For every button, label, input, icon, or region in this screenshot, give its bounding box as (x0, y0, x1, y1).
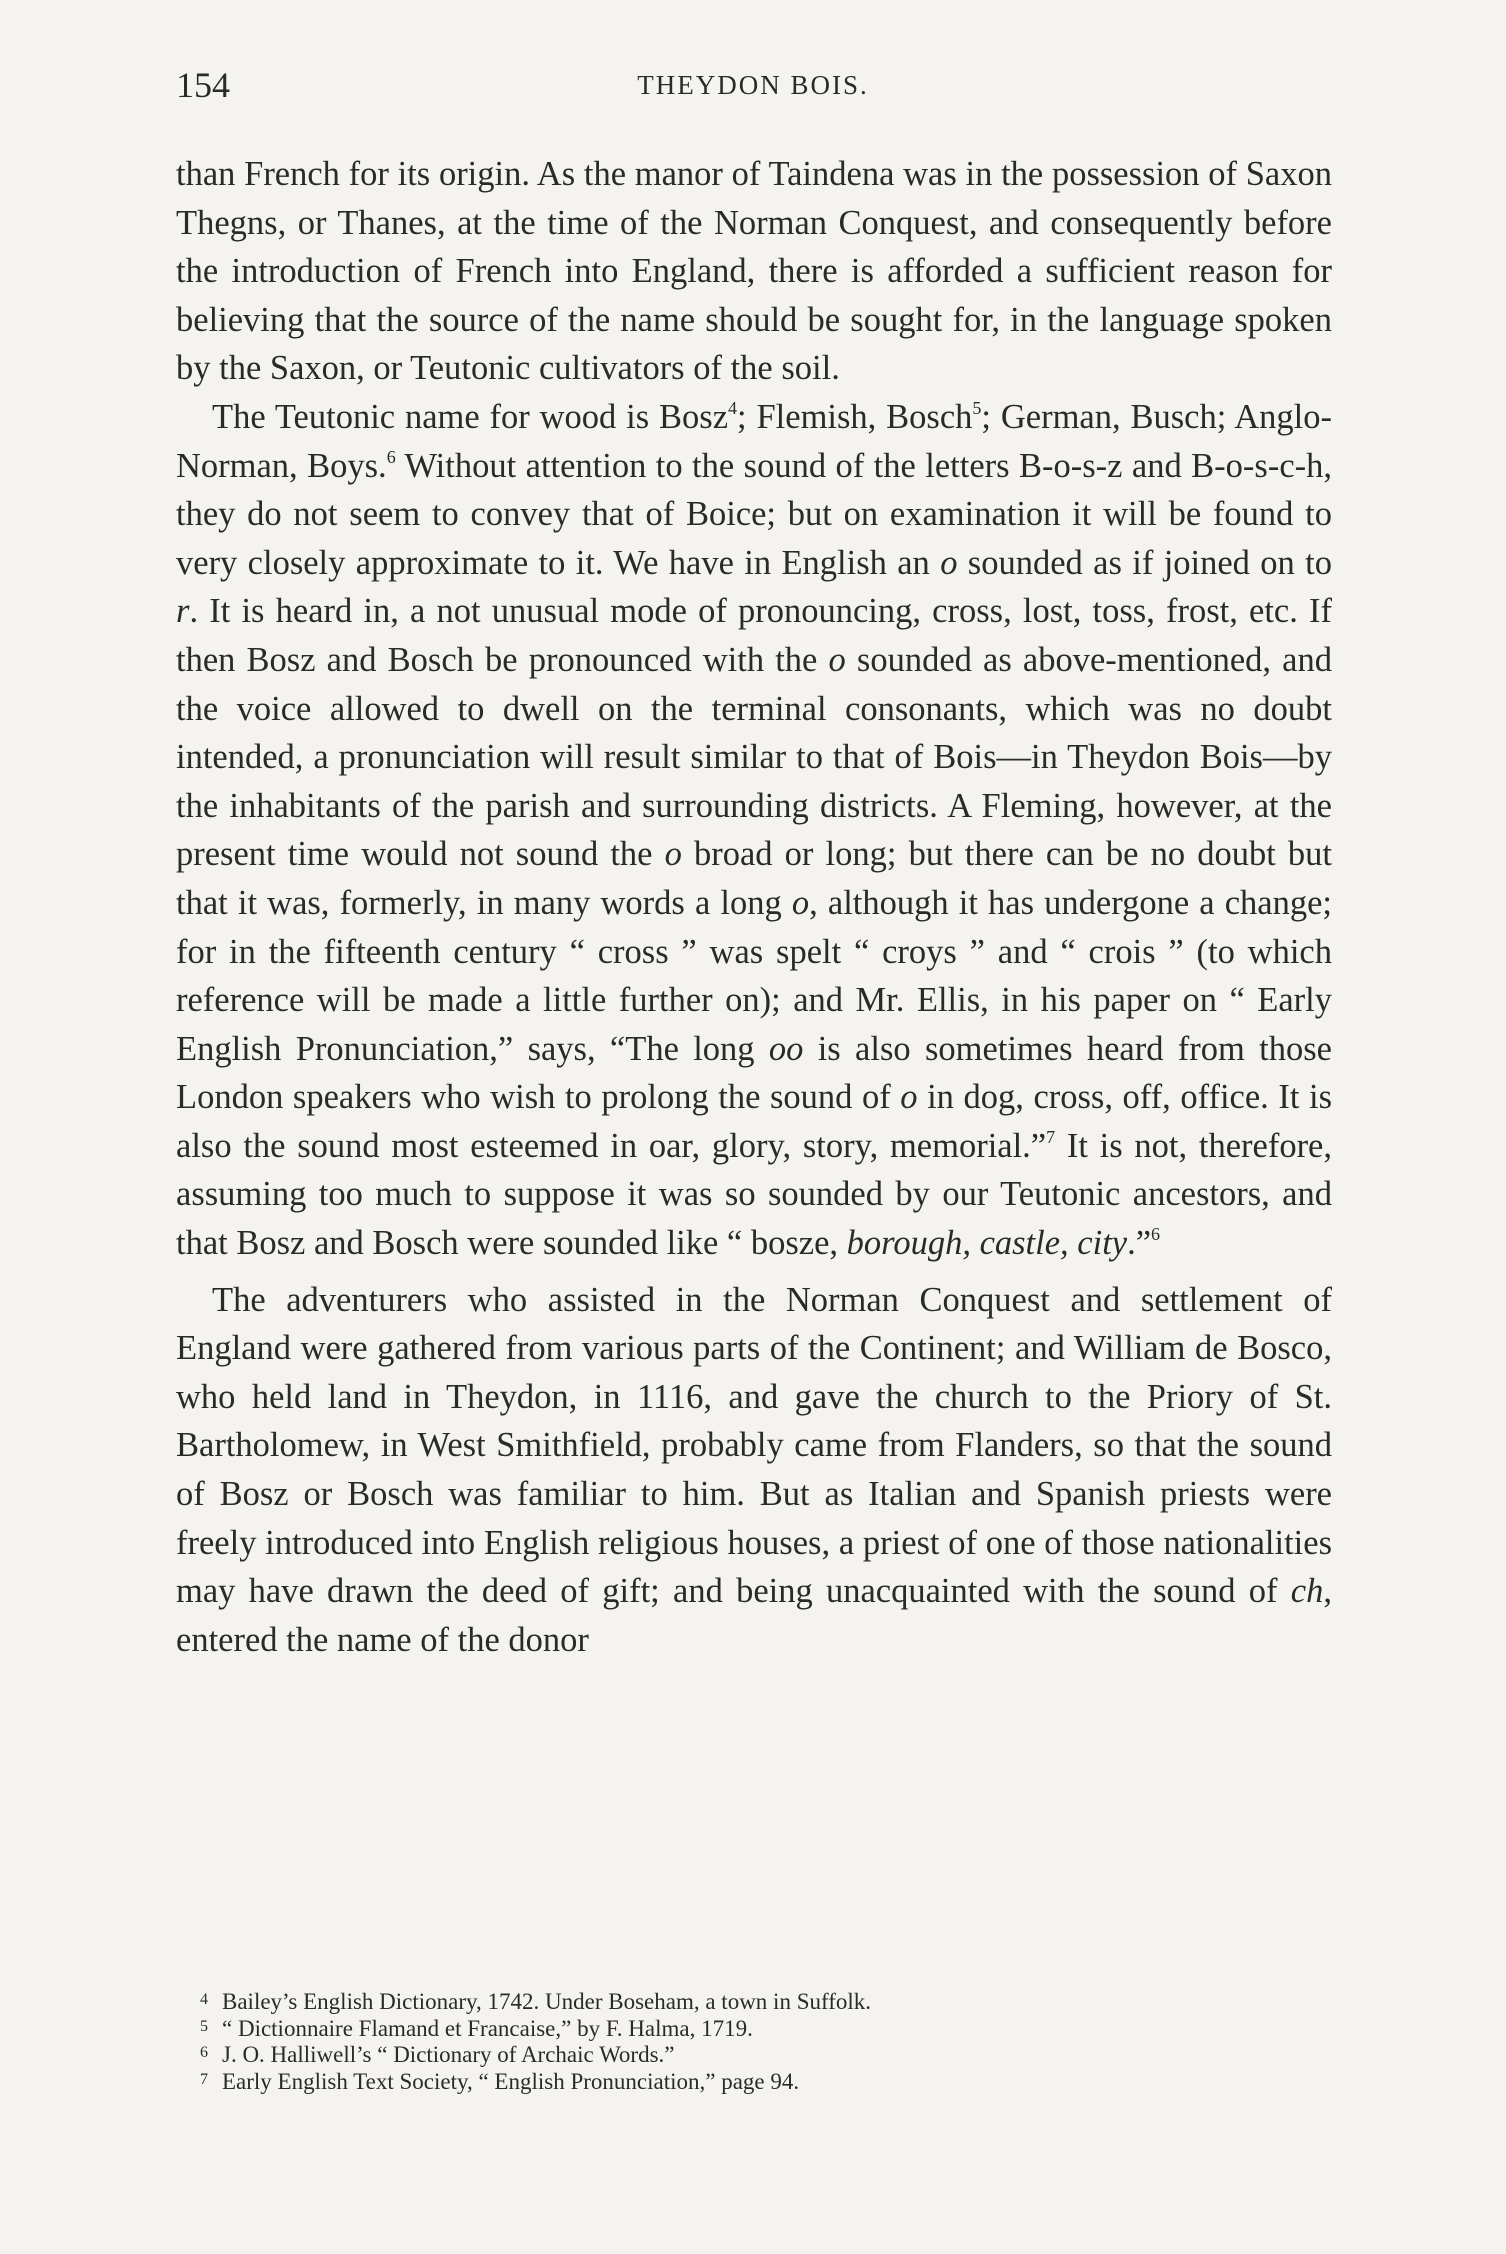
footnote-ref: 4 (728, 397, 738, 418)
footnote-mark: 4 (200, 1991, 208, 2008)
italic-letter: o (900, 1078, 918, 1117)
paragraph-text: ; Flemish, Bosch (737, 397, 973, 436)
page-number: 154 (176, 65, 230, 105)
italic-phrase: borough, castle, city (846, 1224, 1128, 1263)
paragraph-text: It is not, therefore, assuming too much to suppose it was so sounded by our Teutonic ancestors, and that Bosz and Bosch were sounded like “ bosze, (176, 1126, 1332, 1263)
paragraph-text: in dog, cross, off, office. It is also the sound most esteemed in oar, glory, story, memorial.” (176, 1078, 1332, 1165)
footnote-ref: 7 (1046, 1126, 1056, 1147)
italic-letter: ch (1290, 1572, 1324, 1611)
footnote-ref: 6 (1151, 1224, 1161, 1245)
footnote-ref: 5 (972, 397, 982, 418)
footnotes (200, 1988, 1300, 2094)
paragraph-text: . It is heard in, a not unusual mode of pronouncing, cross, lost, toss, frost, etc. If then Bosz and Bosch be pronounced with the (176, 592, 1332, 679)
paragraph-3 (176, 1276, 1332, 1665)
paragraph-text: ; German, Busch; Anglo-Norman, Boys. (176, 397, 1332, 485)
footnote-mark: 7 (200, 2070, 208, 2088)
footnote-text: “ Dictionnaire Flamand et Francaise,” by F. Halma, 1719. (222, 2015, 753, 2041)
page-header (176, 64, 1330, 124)
footnote-text: Early English Text Society, “ English Pronunciation,” page 94. (222, 2068, 800, 2094)
footnote-ref: 6 (386, 446, 396, 467)
paragraph-text: sounded as above-mentioned, and the voice allowed to dwell on the terminal consonants, which was no doubt intended, a pronunciation will result similar to that of Bois—in Theydon Bois—by the inhabitants of the parish and surrounding districts. A Fleming, however, at the present time would not sound the (176, 640, 1332, 874)
footnote (200, 2068, 1300, 2095)
footnote (200, 2041, 1300, 2068)
footnote-text: J. O. Halliwell’s “ Dictionary of Archaic Words.” (222, 2042, 675, 2067)
footnote-mark: 5 (200, 2017, 208, 2035)
paragraph-text: Without attention to the sound of the letters B-o-s-z and B-o-s-c-h, they do not seem to convey that of Boice; but on examination it will be found to very closely approximate to it. We have in English an (176, 446, 1332, 582)
running-title: THEYDON BOIS. (637, 70, 869, 100)
italic-letter: o (791, 883, 810, 922)
paragraph-text: sounded as if joined on to (957, 543, 1332, 582)
paragraph-text: .” (1127, 1224, 1152, 1263)
italic-letter: o (940, 543, 958, 582)
paragraph-text: is also sometimes heard from those London speakers who wish to prolong the sound of (176, 1029, 1332, 1117)
paragraph-text: broad or long; but there can be no doubt but that it was, formerly, in many words a long (176, 835, 1332, 922)
body-text (176, 150, 1332, 1664)
paragraph-text: , entered the name of the donor (176, 1572, 1332, 1659)
paragraph-text: , although it has undergone a change; for in the fifteenth century “ cross ” was spelt “ croys ” and “ crois ” (to which reference will be made a little further on); and Mr. Ellis, in his paper on “ Early English Pronunciation,” says, “The long (176, 883, 1332, 1068)
footnote-text: Bailey’s English Dictionary, 1742. Under Boseham, a town in Suffolk. (222, 1989, 872, 2014)
italic-letter: oo (768, 1029, 804, 1068)
footnote-mark: 6 (200, 2044, 208, 2061)
paragraph-text: The adventurers who assisted in the Norman Conquest and settlement of England were gathered from various parts of the Continent; and William de Bosco, who held land in Theydon, in 1116, and gave the church to the Priory of St. Bartholomew, in West Smithfield, probably came from Flanders, so that the sound of Bosz or Bosch was familiar to him. But as Italian and Spanish priests were freely introduced into English religious houses, a priest of one of those nationalities may have drawn the deed of gift; and being unacquainted with the sound of (176, 1280, 1332, 1611)
italic-letter: o (664, 835, 682, 874)
footnote (200, 1988, 1300, 2015)
paragraph-text: The Teutonic name for wood is Bosz (212, 397, 729, 436)
italic-letter: o (828, 640, 846, 679)
footnote (200, 2015, 1300, 2042)
italic-letter: r (176, 592, 190, 631)
paragraph-1: than French for its origin. As the manor of Taindena was in the possession of Saxon Thegns, or Thanes, at the time of the Norman Conquest, and consequently before the introduction of French into England, there is afforded a sufficient reason for believing that the source of the name should be sought for, in the language spoken by the Saxon, or Teutonic cultivators of the soil. (176, 155, 1332, 388)
paragraph-2 (176, 393, 1332, 1268)
